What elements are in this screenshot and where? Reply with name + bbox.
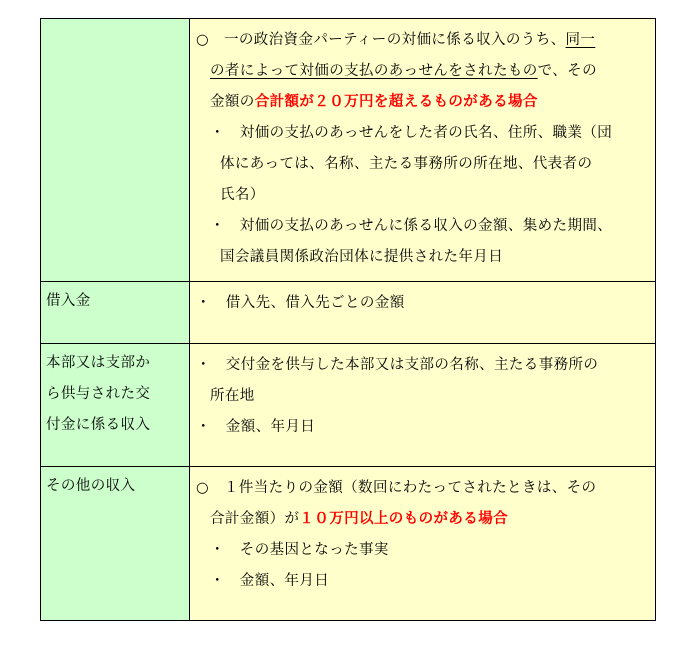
content-line: ・ 交付金を供与した本部又は支部の名称、主たる事務所の — [196, 357, 599, 373]
content-line: ○ 一の政治資金パーティーの対価に係る収入のうち、同一 — [196, 32, 596, 48]
content-line: の者によって対価の支払のあっせんをされたもので、その — [210, 63, 597, 79]
content-line: ・ 金額、年月日 — [196, 419, 316, 435]
content-line: 合計金額）が１０万円以上のものがある場合 — [210, 511, 509, 527]
content-line: ・ 借入先、借入先ごとの金額 — [196, 295, 405, 311]
disclosure-table — [40, 18, 656, 621]
row-content-grants — [190, 344, 656, 467]
content-line: ・ 対価の支払のあっせんに係る収入の金額、集めた期間、 — [210, 218, 613, 234]
highlight-threshold: １０万円以上のものがある場合 — [299, 511, 509, 527]
table-row-loans — [41, 282, 656, 344]
content-line: ・ 金額、年月日 — [210, 573, 330, 589]
row-label-grants — [41, 344, 190, 467]
table-row-grants — [41, 344, 656, 467]
row-content-party-income — [190, 19, 656, 282]
content-line: 体にあっては、名称、主たる事務所の所在地、代表者の — [220, 156, 593, 172]
row-label-line: その他の収入 — [46, 478, 136, 494]
table-row-party-income — [41, 19, 656, 282]
content-line: 国会議員関係政治団体に提供された年月日 — [220, 249, 504, 265]
table-row-other-income — [41, 467, 656, 621]
row-label-loans — [41, 282, 190, 344]
content-line: 金額の合計額が２０万円を超えるものがある場合 — [210, 94, 538, 110]
content-line: ○ １件当たりの金額（数回にわたってされたときは、その — [196, 480, 597, 496]
row-label-other-income — [41, 467, 190, 621]
content-line: ・ 対価の支払のあっせんをした者の氏名、住所、職業（団 — [210, 125, 613, 141]
row-label-line: ら供与された交 — [46, 386, 151, 402]
content-line: ・ その基因となった事実 — [210, 542, 389, 558]
row-label-line: 借入金 — [46, 293, 91, 309]
highlight-threshold: 合計額が２０万円を超えるものがある場合 — [254, 94, 538, 110]
row-label-line: 付金に係る収入 — [46, 417, 151, 433]
row-label-line: 本部又は支部か — [46, 355, 151, 371]
row-content-other-income — [190, 467, 656, 621]
row-content-loans — [190, 282, 656, 344]
content-line: 氏名） — [220, 187, 265, 203]
row-label-empty — [41, 19, 190, 282]
content-line: 所在地 — [210, 388, 255, 404]
